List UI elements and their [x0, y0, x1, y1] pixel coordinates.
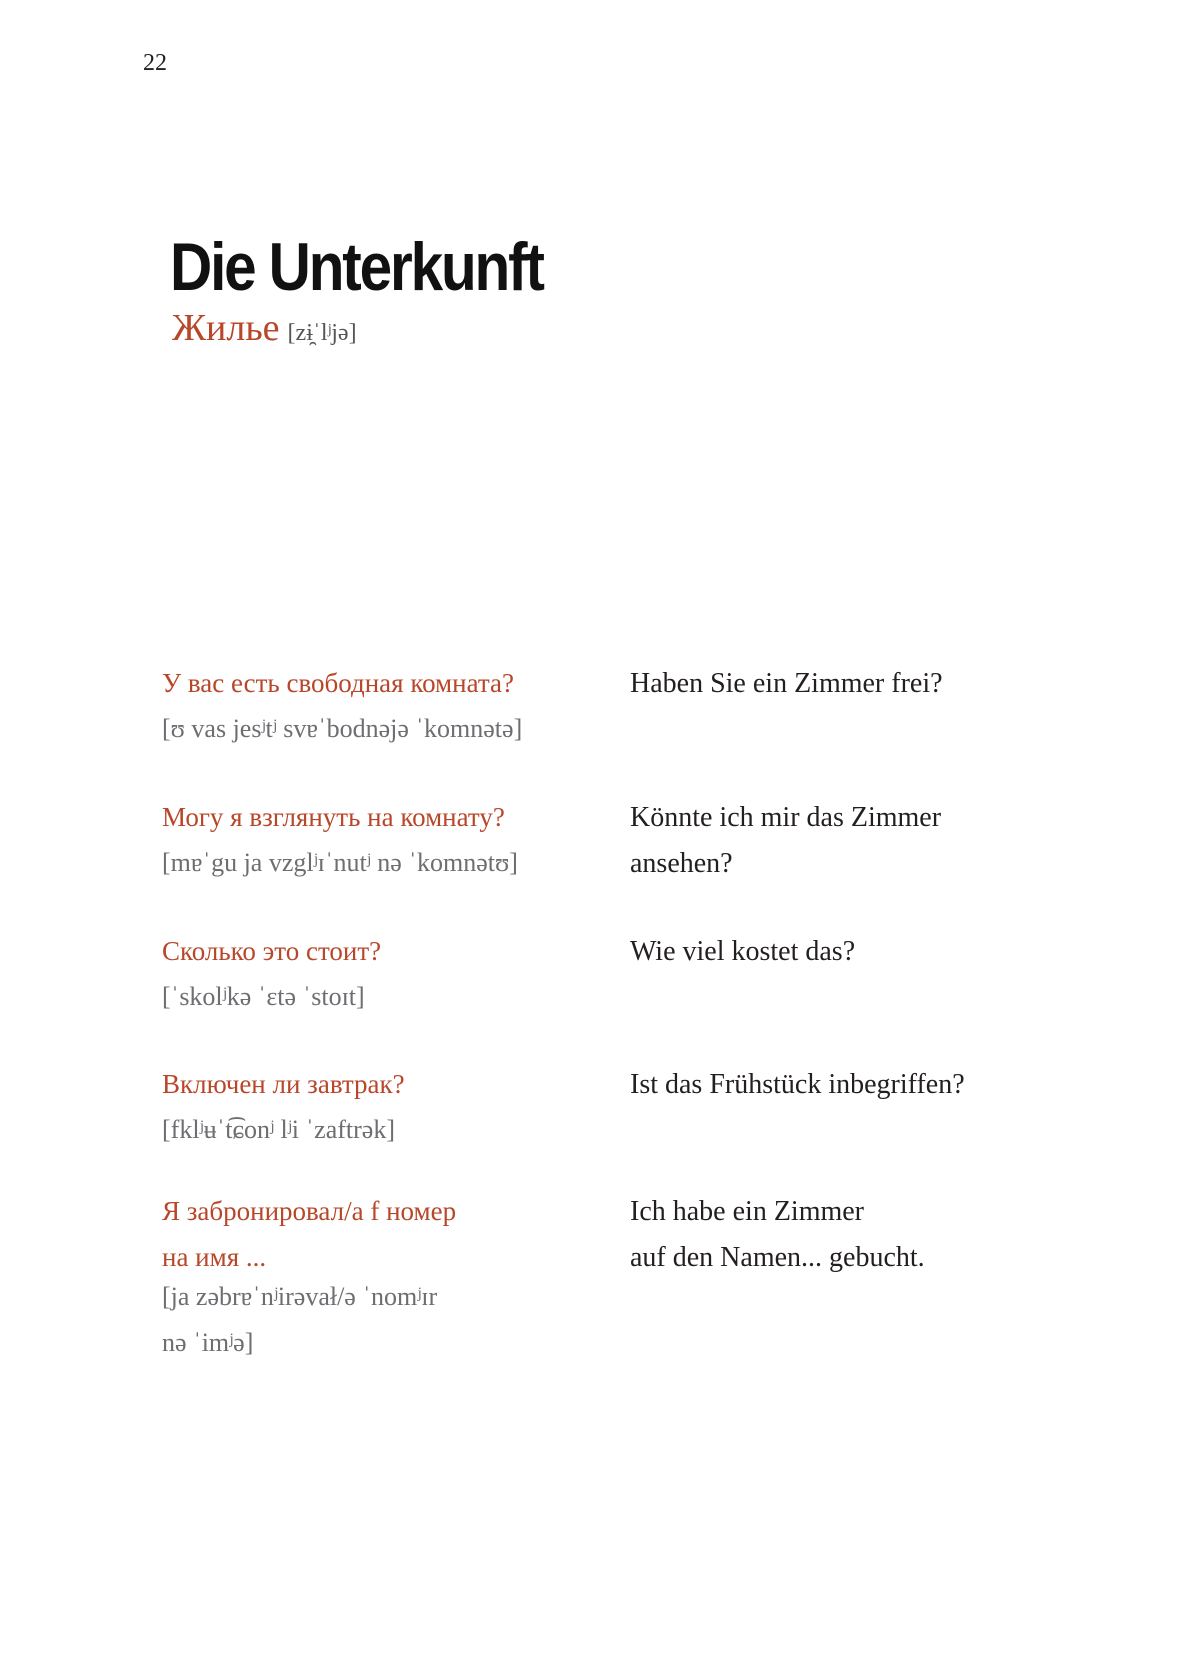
- phrase-german: Haben Sie ein Zimmer frei?: [630, 668, 943, 699]
- phrase-russian: Сколько это стоит?: [162, 936, 382, 966]
- phrase-russian: У вас есть свободная комната?: [162, 668, 514, 698]
- page-title: Die Unterkunft: [170, 229, 543, 305]
- phrase-german: Ist das Frühstück inbegriffen?: [630, 1069, 965, 1100]
- phrase-transcription: [ʊ vas jesʲtʲ svɐˈbodnəjə ˈkomnətə]: [162, 714, 523, 743]
- phrase-russian: Я забронировал/а f номер: [162, 1196, 457, 1226]
- phrase-german: Ich habe ein Zimmer: [630, 1196, 865, 1227]
- phrase-german: auf den Namen... gebucht.: [630, 1242, 925, 1273]
- phrase-german: ansehen?: [630, 848, 733, 879]
- page-number: 22: [143, 50, 167, 76]
- subtitle-transcription: [zɨ̯ˈlʲjə]: [287, 320, 357, 346]
- subtitle-russian: Жилье: [172, 307, 280, 349]
- phrase-transcription: nə ˈimʲə]: [162, 1328, 254, 1357]
- phrase-russian: Могу я взглянуть на комнату?: [162, 802, 505, 832]
- phrase-transcription: [ja zəbrɐˈnʲirəvał/ə ˈnomʲɪr: [162, 1282, 438, 1311]
- phrase-russian: на имя ...: [162, 1242, 267, 1272]
- phrase-transcription: [ˈskolʲkə ˈɛtə ˈstoɪt]: [162, 982, 365, 1011]
- phrase-transcription: [fklʲʉˈt͡ɕonʲ lʲi ˈzaftrək]: [162, 1115, 395, 1144]
- phrase-russian: Включен ли завтрак?: [162, 1069, 405, 1099]
- phrase-german: Könnte ich mir das Zimmer: [630, 802, 942, 833]
- phrase-transcription: [mɐˈgu ja vzglʲɪˈnutʲ nə ˈkomnətʊ]: [162, 848, 518, 877]
- phrase-german: Wie viel kostet das?: [630, 936, 856, 967]
- page-subtitle: [172, 306, 357, 350]
